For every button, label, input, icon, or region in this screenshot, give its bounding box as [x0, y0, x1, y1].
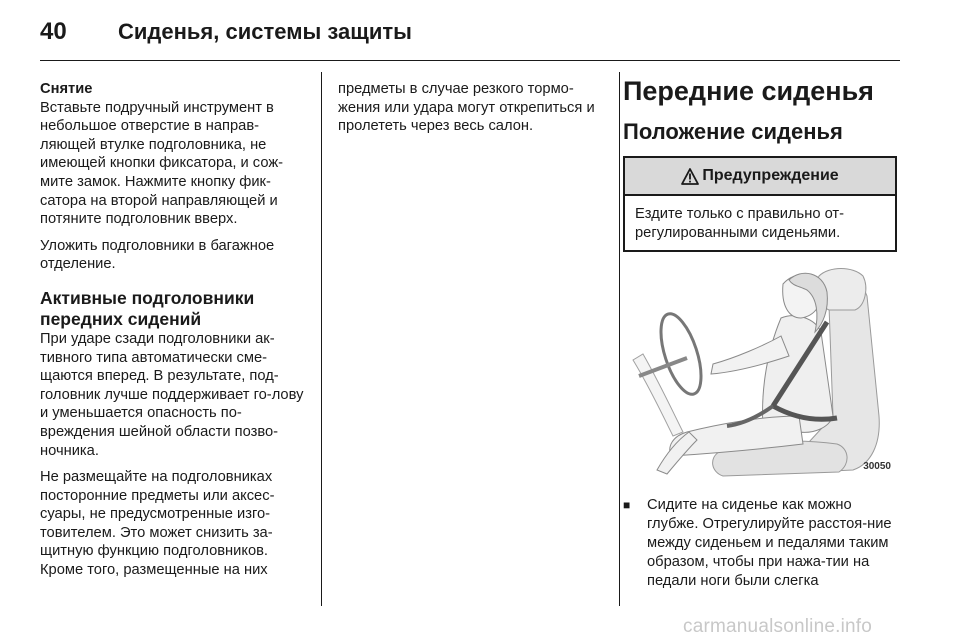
- watermark: carmanualsonline.info: [683, 616, 873, 637]
- bullet-text: Сидите на сиденье как можно глубже. Отрегулируйте расстоя-ние между сиденьем и педалями таким образом, чтобы при нажа-тии на педали ноги были слегка: [647, 497, 892, 590]
- driver-seated-illustration: [623, 266, 899, 478]
- warning-text: Ездите только с правильно от-регулированными сиденьями.: [635, 206, 845, 241]
- seat-position-heading: Положение сиденья: [623, 119, 843, 144]
- page-title: Сиденья, системы защиты: [118, 19, 412, 44]
- removal-text: Вставьте подручный инструмент в небольшое отверстие в направ-ляющей втулке подголовника, не имеющей кнопки фиксатора, и сож-мите замок. Нажмите кнопку фик-сатора на второй направляющей и потяните подголовник вверх.: [40, 99, 284, 228]
- column-3: [623, 74, 903, 591]
- continued-text: предметы в случае резкого тормо-жения или удара могут открепиться и пролететь через весь салон.: [338, 81, 595, 135]
- column-2: [338, 80, 604, 144]
- column-divider-left: [321, 72, 322, 606]
- warning-triangle-icon: [681, 168, 699, 185]
- warning-header: [625, 158, 895, 196]
- figure-number: 30050: [863, 460, 891, 472]
- page-header: [40, 14, 412, 50]
- front-seats-heading: Передние сиденья: [623, 76, 874, 106]
- warning-title: Предупреждение: [702, 166, 839, 184]
- seat-position-illustration: [623, 266, 899, 478]
- caution-text: Не размещайте на подголовниках посторонние предметы или аксес-суары, не предусмотренные изго-товителем. Это может снизить за-щитную функцию подголовников. Кроме того, размещенные на них: [40, 469, 275, 579]
- storage-text: Уложить подголовники в багажное отделение.: [40, 237, 275, 273]
- active-headrests-text: При ударе сзади подголовники ак-тивного типа автоматически сме-щаются вперед. В результате, под-головник лучше поддерживает го-лову и уменьшается опасность по-вреждения шейной области позво-ночника.: [40, 330, 304, 459]
- bullet-square-icon: ■: [623, 498, 631, 513]
- list-item: [623, 496, 903, 591]
- warning-box: [623, 156, 897, 252]
- removal-heading: Снятие: [40, 81, 93, 97]
- page-number: 40: [40, 18, 67, 45]
- column-1: [40, 80, 306, 588]
- column-divider-right: [619, 72, 620, 606]
- header-rule: [40, 60, 900, 61]
- active-headrests-heading: Активные подголовники передних сидений: [40, 287, 255, 329]
